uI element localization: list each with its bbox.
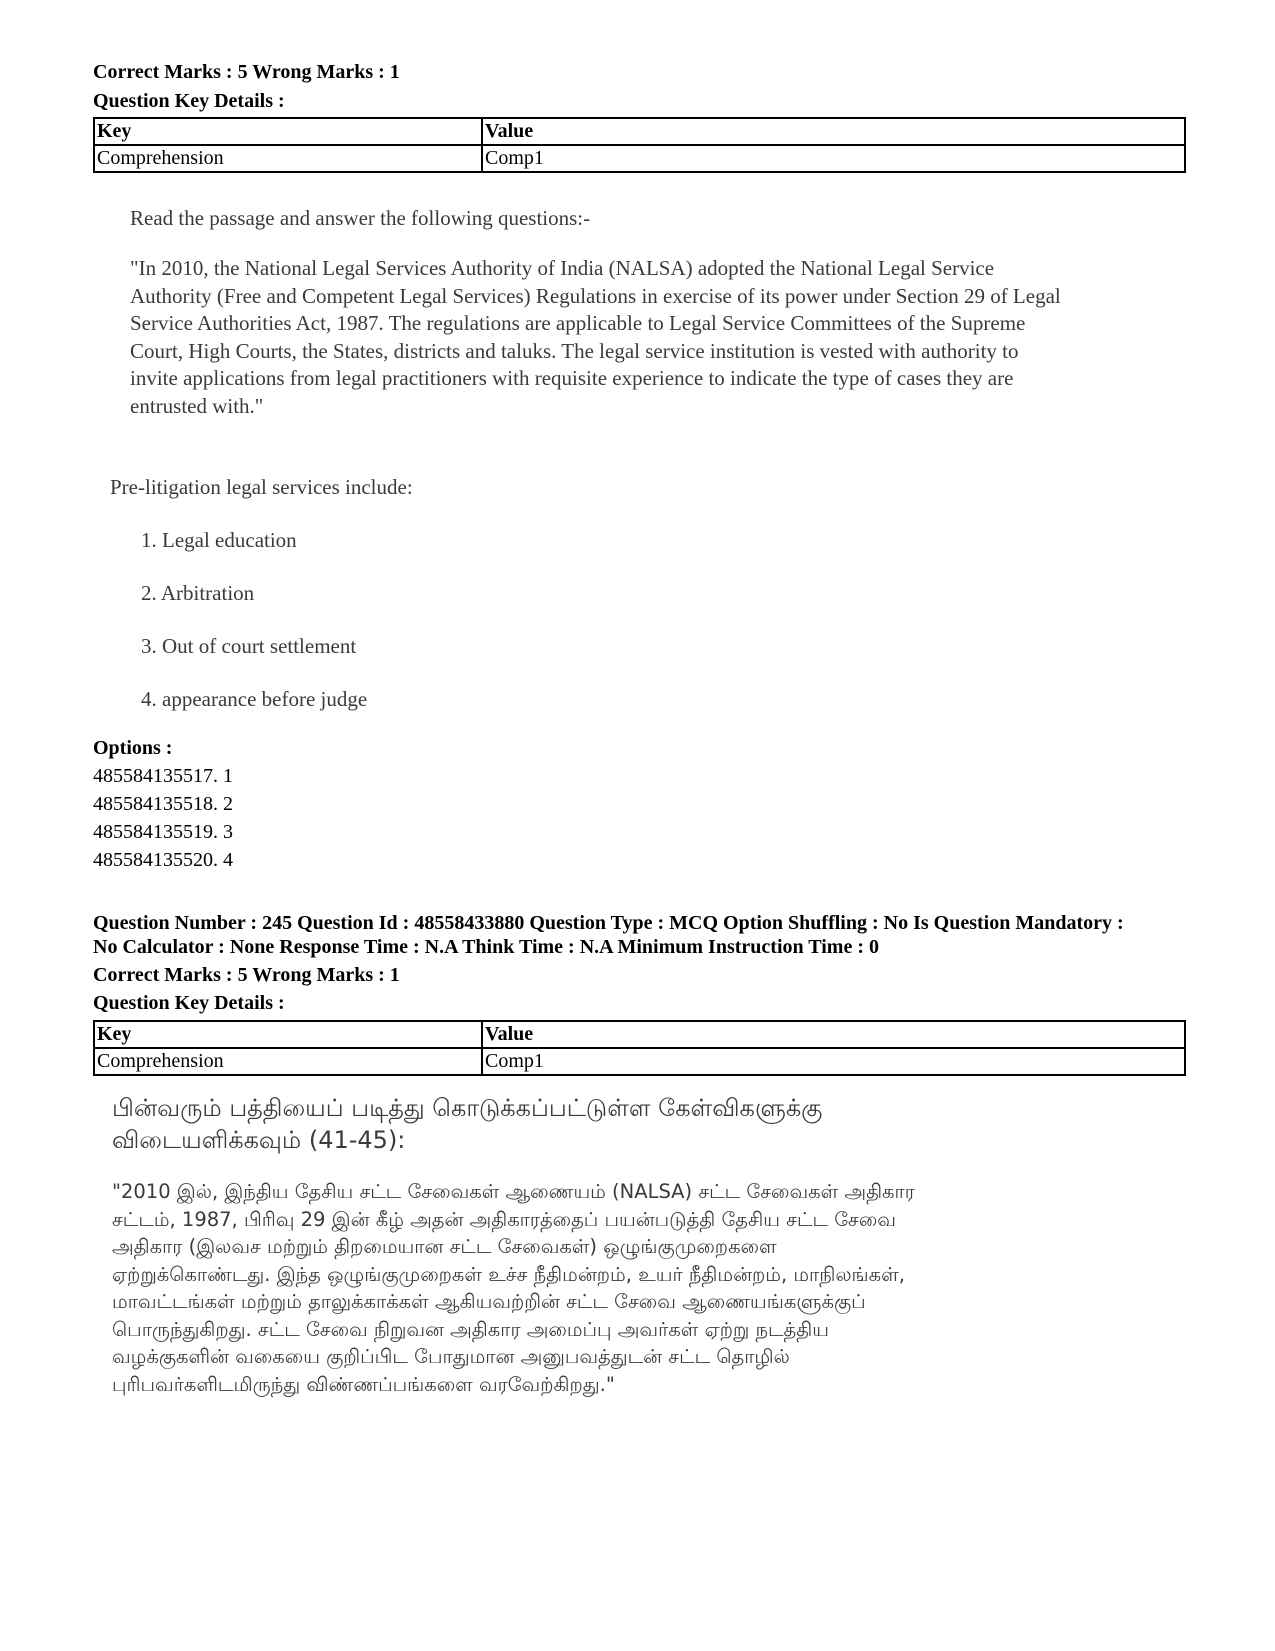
table-row xyxy=(94,1048,1185,1075)
key-details-table xyxy=(93,117,1186,173)
list-item: 3. Out of court settlement xyxy=(141,634,357,658)
table-head-key: Key xyxy=(94,118,482,145)
marks-line: Correct Marks : 5 Wrong Marks : 1 xyxy=(93,61,400,83)
option-item: 485584135517. 1 xyxy=(93,765,233,787)
options-heading: Options : xyxy=(93,737,173,759)
tamil-passage-line: "2010 இல், இந்திய தேசிய சட்ட சேவைகள் ஆணையம் (NALSA) சட்ட சேவைகள் அதிகார xyxy=(112,1180,915,1203)
key-details-heading: Question Key Details : xyxy=(93,992,285,1014)
table-header-row xyxy=(94,118,1185,145)
passage-line: entrusted with." xyxy=(130,393,264,418)
option-item: 485584135520. 4 xyxy=(93,849,233,871)
passage-line: Court, High Courts, the States, districts and taluks. The legal service institution is vested with authority to xyxy=(130,338,1019,363)
list-item: 1. Legal education xyxy=(141,528,297,552)
table-head-value: Value xyxy=(482,1021,1185,1048)
tamil-passage-text xyxy=(112,1178,1172,1398)
list-item: 2. Arbitration xyxy=(141,581,255,605)
question-info-line-2: No Calculator : None Response Time : N.A Think Time : N.A Minimum Instruction Time : 0 xyxy=(93,936,879,958)
key-details-heading: Question Key Details : xyxy=(93,90,285,112)
tamil-passage-line: புரிபவர்களிடமிருந்து விண்ணப்பங்களை வரவேற்கிறது." xyxy=(112,1372,615,1396)
tamil-instruction-line: பின்வரும் பத்தியைப் படித்து கொடுக்கப்பட்டுள்ள கேள்விகளுக்கு xyxy=(112,1094,823,1122)
tamil-passage-line: பொருந்துகிறது. சட்ட சேவை நிறுவன அதிகார அமைப்பு அவர்கள் ஏற்று நடத்திய xyxy=(112,1317,829,1341)
table-cell-value: Comp1 xyxy=(482,145,1185,172)
tamil-passage-line: மாவட்டங்கள் மற்றும் தாலுக்காக்கள் ஆகியவற்றின் சட்ட சேவை ஆணையங்களுக்குப் xyxy=(112,1290,866,1313)
table-cell-value: Comp1 xyxy=(482,1048,1185,1075)
passage-text xyxy=(130,255,1190,420)
question-text: Pre-litigation legal services include: xyxy=(110,475,413,499)
passage-line: Service Authorities Act, 1987. The regulations are applicable to Legal Service Committees of the Supreme xyxy=(130,311,1026,335)
table-header-row xyxy=(94,1021,1185,1048)
passage-line: Authority (Free and Competent Legal Services) Regulations in exercise of its power under Section 29 of Legal xyxy=(130,283,1061,308)
table-row xyxy=(94,145,1185,172)
table-head-key: Key xyxy=(94,1021,482,1048)
option-item: 485584135518. 2 xyxy=(93,793,233,815)
tamil-instruction xyxy=(112,1092,1172,1156)
list-item: 4. appearance before judge xyxy=(141,687,368,711)
table-head-value: Value xyxy=(482,118,1185,145)
tamil-passage-line: வழக்குகளின் வகையை குறிப்பிட போதுமான அனுபவத்துடன் சட்ட தொழில் xyxy=(112,1345,790,1368)
table-cell-key: Comprehension xyxy=(94,145,482,172)
question-info-line-1: Question Number : 245 Question Id : 48558433880 Question Type : MCQ Option Shuffling : No Is Question Mandatory : xyxy=(93,912,1124,934)
table-cell-key: Comprehension xyxy=(94,1048,482,1075)
marks-line: Correct Marks : 5 Wrong Marks : 1 xyxy=(93,964,400,986)
key-details-table xyxy=(93,1020,1186,1076)
option-item: 485584135519. 3 xyxy=(93,821,233,843)
passage-line: "In 2010, the National Legal Services Authority of India (NALSA) adopted the National Legal Service xyxy=(130,256,995,280)
tamil-passage-line: ஏற்றுக்கொண்டது. இந்த ஒழுங்குமுறைகள் உச்ச நீதிமன்றம், உயர் நீதிமன்றம், மாநிலங்கள், xyxy=(112,1262,905,1286)
passage-instruction: Read the passage and answer the following questions:- xyxy=(130,206,591,230)
tamil-instruction-line: விடையளிக்கவும் (41-45): xyxy=(112,1126,406,1154)
tamil-passage-line: சட்டம், 1987, பிரிவு 29 இன் கீழ் அதன் அதிகாரத்தைப் பயன்படுத்தி தேசிய சட்ட சேவை xyxy=(112,1207,896,1231)
tamil-passage-line: அதிகார (இலவச மற்றும் திறமையான சட்ட சேவைகள்) ஒழுங்குமுறைகளை xyxy=(112,1235,777,1258)
passage-line: invite applications from legal practitioners with requisite experience to indicate the type of cases they are xyxy=(130,366,1014,390)
